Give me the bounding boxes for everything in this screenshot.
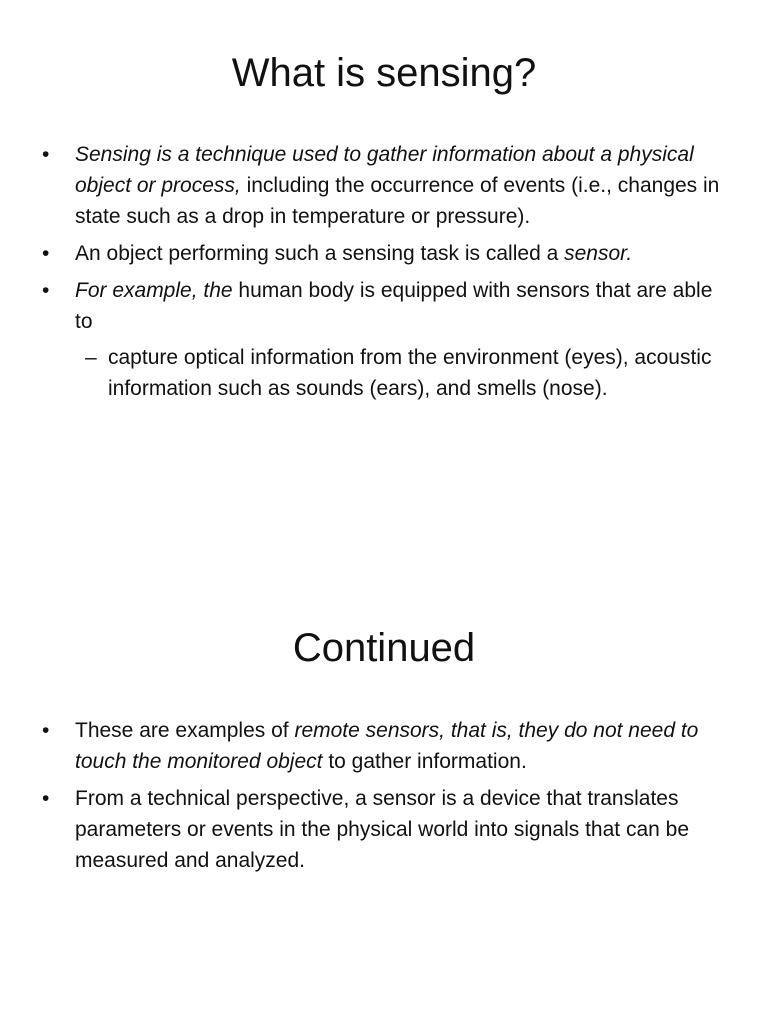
bullet-item-remote-sensors [0, 715, 768, 777]
bullet-text-italic: remote sensors, that is, they do not need to touch the monitored object [75, 719, 699, 773]
bullet-list [0, 139, 768, 410]
bullet-text: to gather information. [322, 750, 527, 773]
slide-continued [0, 512, 768, 1024]
sub-bullet-list [75, 342, 728, 404]
bullet-marker: • [42, 242, 50, 265]
slide-title: What is sensing? [231, 51, 537, 95]
bullet-text: From a technical perspective, a sensor is a device that translates parameters or events in the physical world into signals that can be measured and analyzed. [75, 787, 689, 872]
bullet-item-human-body-example [0, 275, 768, 404]
bullet-item-sensing-definition [0, 139, 768, 232]
bullet-item-sensor-definition [0, 238, 768, 269]
bullet-marker: • [42, 787, 50, 810]
dash-marker: – [85, 346, 97, 369]
bullet-marker: • [42, 719, 50, 742]
sub-bullet-text: capture optical information from the environment (eyes), acoustic information such as sounds (ears), and smells (nose). [108, 346, 712, 400]
bullet-list [0, 715, 768, 882]
bullet-text-italic: Sensing is a technique used to gather information about a physical object or process, [75, 143, 694, 197]
bullet-text: These are examples of [75, 719, 295, 742]
bullet-marker: • [42, 279, 50, 302]
sub-bullet-item [75, 342, 728, 404]
bullet-item-technical-perspective [0, 783, 768, 876]
bullet-text-italic: sensor. [564, 242, 633, 265]
bullet-marker: • [42, 143, 50, 166]
slide-title: Continued [292, 626, 476, 670]
bullet-text: including the occurrence of events (i.e., changes in state such as a drop in temperature or pressure). [75, 174, 720, 228]
bullet-text: An object performing such a sensing task is called a [75, 242, 565, 265]
bullet-text: human body is equipped with sensors that are able to [75, 279, 713, 333]
bullet-text-italic: For example, the [75, 279, 233, 302]
